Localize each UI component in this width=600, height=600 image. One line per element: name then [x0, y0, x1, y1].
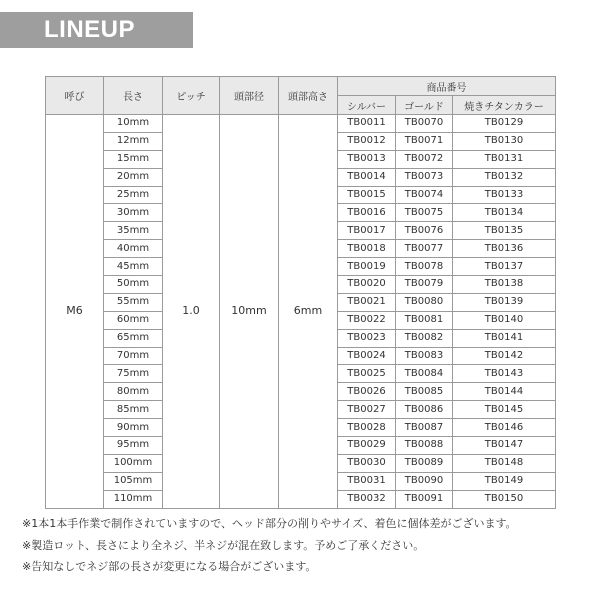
cell-burnt-titanium: TB0130	[453, 132, 556, 150]
header-head-height: 頭部高さ	[279, 77, 338, 115]
cell-silver: TB0026	[338, 383, 396, 401]
cell-burnt-titanium: TB0142	[453, 347, 556, 365]
cell-length: 50mm	[104, 276, 163, 294]
cell-silver: TB0024	[338, 347, 396, 365]
cell-burnt-titanium: TB0133	[453, 186, 556, 204]
cell-gold: TB0071	[396, 132, 453, 150]
cell-burnt-titanium: TB0149	[453, 472, 556, 490]
cell-burnt-titanium: TB0143	[453, 365, 556, 383]
cell-length: 85mm	[104, 401, 163, 419]
cell-burnt-titanium: TB0146	[453, 419, 556, 437]
cell-silver: TB0031	[338, 472, 396, 490]
cell-length: 110mm	[104, 490, 163, 508]
cell-gold: TB0083	[396, 347, 453, 365]
cell-gold: TB0073	[396, 168, 453, 186]
cell-length: 40mm	[104, 240, 163, 258]
cell-gold: TB0091	[396, 490, 453, 508]
cell-silver: TB0028	[338, 419, 396, 437]
cell-gold: TB0076	[396, 222, 453, 240]
cell-length: 95mm	[104, 437, 163, 455]
cell-silver: TB0021	[338, 293, 396, 311]
cell-silver: TB0025	[338, 365, 396, 383]
cell-length: 105mm	[104, 472, 163, 490]
cell-silver: TB0029	[338, 437, 396, 455]
banner-title: LINEUP	[44, 16, 136, 43]
cell-length: 60mm	[104, 311, 163, 329]
cell-silver: TB0017	[338, 222, 396, 240]
cell-silver: TB0011	[338, 115, 396, 133]
cell-nominal: M6	[46, 115, 104, 509]
cell-burnt-titanium: TB0129	[453, 115, 556, 133]
lineup-table	[45, 76, 556, 509]
header-burnt-titanium: 焼きチタンカラー	[453, 96, 556, 115]
cell-burnt-titanium: TB0148	[453, 454, 556, 472]
cell-burnt-titanium: TB0147	[453, 437, 556, 455]
cell-silver: TB0013	[338, 150, 396, 168]
cell-length: 20mm	[104, 168, 163, 186]
cell-gold: TB0088	[396, 437, 453, 455]
cell-length: 10mm	[104, 115, 163, 133]
cell-gold: TB0075	[396, 204, 453, 222]
cell-pitch: 1.0	[163, 115, 220, 509]
cell-gold: TB0070	[396, 115, 453, 133]
header-pitch: ピッチ	[163, 77, 220, 115]
cell-length: 100mm	[104, 454, 163, 472]
cell-length: 55mm	[104, 293, 163, 311]
cell-burnt-titanium: TB0138	[453, 276, 556, 294]
header-product-number: 商品番号	[338, 77, 556, 96]
cell-burnt-titanium: TB0139	[453, 293, 556, 311]
table-row	[46, 115, 556, 133]
cell-silver: TB0030	[338, 454, 396, 472]
note-line: ※製造ロット、長さにより全ネジ、半ネジが混在致します。予めご了承ください。	[22, 538, 425, 552]
note-line: ※告知なしでネジ部の長さが変更になる場合がございます。	[22, 560, 317, 573]
cell-burnt-titanium: TB0134	[453, 204, 556, 222]
cell-length: 35mm	[104, 222, 163, 240]
header-head-diameter: 頭部径	[220, 77, 279, 115]
cell-silver: TB0019	[338, 258, 396, 276]
cell-burnt-titanium: TB0144	[453, 383, 556, 401]
cell-silver: TB0015	[338, 186, 396, 204]
cell-burnt-titanium: TB0131	[453, 150, 556, 168]
cell-burnt-titanium: TB0150	[453, 490, 556, 508]
cell-gold: TB0072	[396, 150, 453, 168]
cell-gold: TB0079	[396, 276, 453, 294]
cell-length: 70mm	[104, 347, 163, 365]
note-line: ※1本1本手作業で制作されていますので、ヘッド部分の削りやサイズ、着色に個体差がございます。	[22, 517, 517, 530]
cell-length: 30mm	[104, 204, 163, 222]
cell-gold: TB0084	[396, 365, 453, 383]
header-silver: シルバー	[338, 96, 396, 115]
cell-gold: TB0082	[396, 329, 453, 347]
cell-gold: TB0087	[396, 419, 453, 437]
cell-length: 90mm	[104, 419, 163, 437]
cell-burnt-titanium: TB0141	[453, 329, 556, 347]
table-header	[46, 77, 556, 115]
cell-burnt-titanium: TB0136	[453, 240, 556, 258]
header-nominal: 呼び	[46, 77, 104, 115]
cell-head-diameter: 10mm	[220, 115, 279, 509]
cell-gold: TB0085	[396, 383, 453, 401]
cell-length: 75mm	[104, 365, 163, 383]
cell-length: 12mm	[104, 132, 163, 150]
cell-length: 25mm	[104, 186, 163, 204]
cell-silver: TB0032	[338, 490, 396, 508]
cell-gold: TB0081	[396, 311, 453, 329]
cell-silver: TB0014	[338, 168, 396, 186]
cell-gold: TB0089	[396, 454, 453, 472]
cell-gold: TB0077	[396, 240, 453, 258]
cell-length: 80mm	[104, 383, 163, 401]
cell-silver: TB0018	[338, 240, 396, 258]
cell-silver: TB0020	[338, 276, 396, 294]
cell-burnt-titanium: TB0137	[453, 258, 556, 276]
cell-silver: TB0027	[338, 401, 396, 419]
cell-gold: TB0080	[396, 293, 453, 311]
cell-silver: TB0012	[338, 132, 396, 150]
cell-length: 45mm	[104, 258, 163, 276]
cell-length: 65mm	[104, 329, 163, 347]
cell-silver: TB0023	[338, 329, 396, 347]
cell-length: 15mm	[104, 150, 163, 168]
cell-gold: TB0090	[396, 472, 453, 490]
header-length: 長さ	[104, 77, 163, 115]
cell-gold: TB0074	[396, 186, 453, 204]
lineup-banner	[0, 12, 193, 48]
cell-gold: TB0086	[396, 401, 453, 419]
cell-burnt-titanium: TB0132	[453, 168, 556, 186]
cell-burnt-titanium: TB0135	[453, 222, 556, 240]
cell-silver: TB0016	[338, 204, 396, 222]
header-gold: ゴールド	[396, 96, 453, 115]
cell-burnt-titanium: TB0145	[453, 401, 556, 419]
cell-gold: TB0078	[396, 258, 453, 276]
cell-silver: TB0022	[338, 311, 396, 329]
cell-burnt-titanium: TB0140	[453, 311, 556, 329]
cell-head-height: 6mm	[279, 115, 338, 509]
notes	[22, 513, 592, 578]
table-body	[46, 115, 556, 509]
